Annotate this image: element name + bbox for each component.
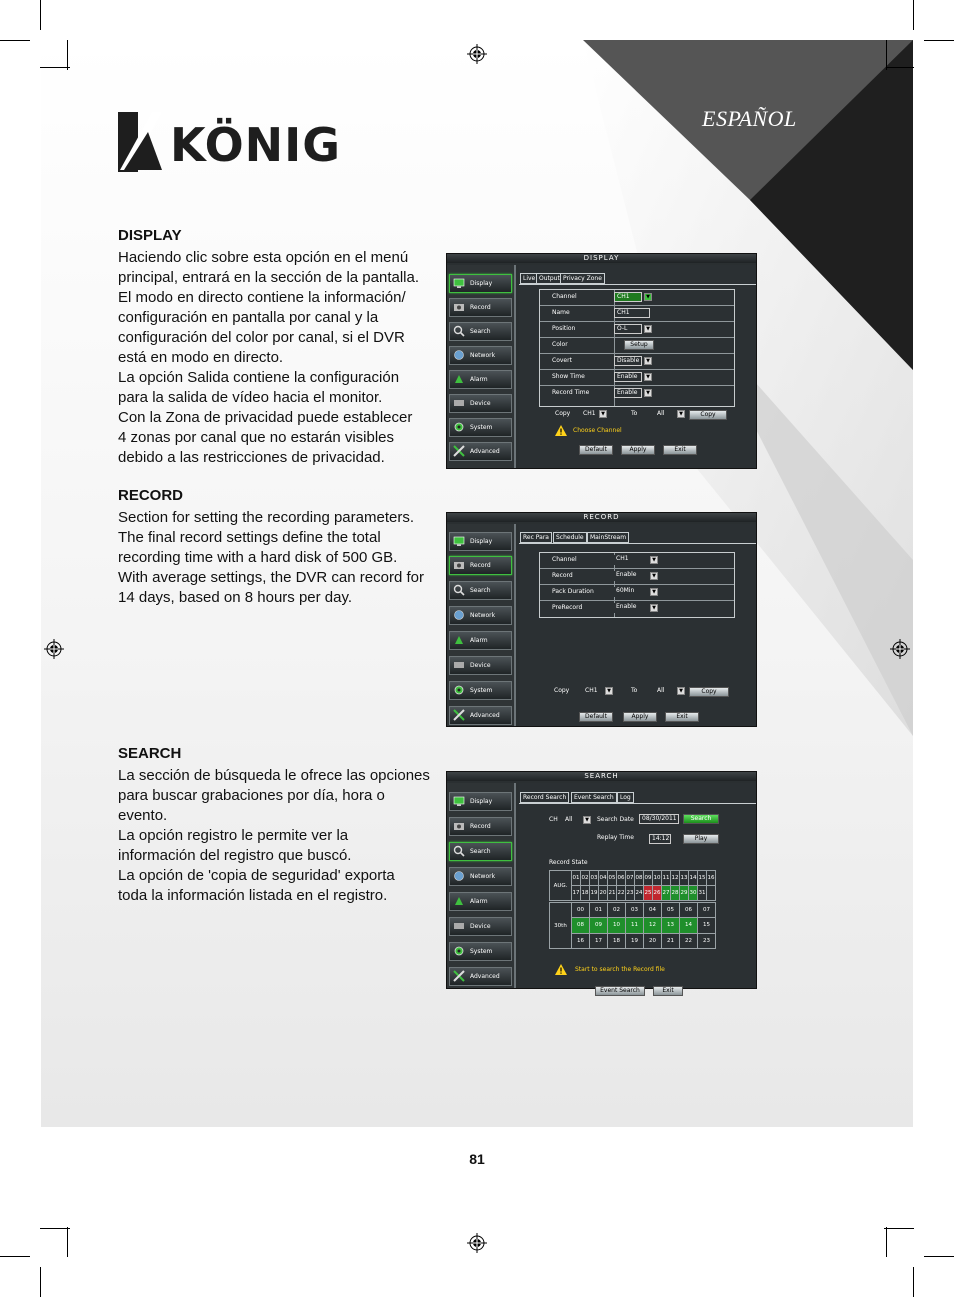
record-icon <box>453 559 465 571</box>
chevron-down-icon[interactable]: ▼ <box>650 604 658 612</box>
screen-title: DISPLAY <box>447 254 756 263</box>
hour-cell[interactable]: 03 <box>626 903 644 918</box>
hour-cell[interactable]: 07 <box>698 903 716 918</box>
apply-button[interactable]: Apply <box>621 445 655 455</box>
calendar-day-cell[interactable]: 14 <box>689 871 698 886</box>
default-button[interactable]: Default <box>579 712 613 722</box>
tab-live[interactable]: Live <box>520 273 538 284</box>
menu-label: Search <box>470 587 491 594</box>
menu-label: System <box>470 948 493 955</box>
text-line: debido a las restricciones de privacidad. <box>118 449 385 466</box>
crop-mark <box>924 40 954 41</box>
calendar-day-cell[interactable]: 23 <box>626 886 635 901</box>
menu-item-display[interactable] <box>449 274 512 293</box>
calendar-day-cell[interactable]: 21 <box>608 886 617 901</box>
menu-label: System <box>470 424 493 431</box>
monitor-icon <box>453 795 465 807</box>
crop-mark <box>924 1256 954 1257</box>
show-time-select[interactable]: Enable <box>614 372 642 382</box>
tab-output[interactable]: Output <box>536 273 563 284</box>
tab-event-search[interactable]: Event Search <box>571 792 617 803</box>
text-line: 14 days, based on 8 hours per day. <box>118 589 353 606</box>
calendar-day-cell[interactable]: 17 <box>572 886 581 901</box>
search-panel <box>519 783 756 994</box>
month-cell: AUG. <box>550 871 572 901</box>
hour-cell[interactable]: 02 <box>608 903 626 918</box>
alarm-icon <box>453 373 465 385</box>
color-setup-button[interactable]: Setup <box>624 340 654 350</box>
record-select[interactable]: Enable <box>614 571 642 581</box>
record-state-label: Record State <box>549 859 588 866</box>
menu-item-network[interactable] <box>449 867 512 886</box>
record-time-select[interactable]: Enable <box>614 388 642 398</box>
gear-icon <box>453 684 465 696</box>
menu-label: Alarm <box>470 898 488 905</box>
channel-value[interactable]: All <box>565 816 573 823</box>
text-line: La opción registro le permite ver la <box>118 827 349 844</box>
copy-to-value[interactable]: All <box>657 687 665 694</box>
menu-label: Advanced <box>470 973 500 980</box>
menu-label: Search <box>470 848 491 855</box>
setting-label: Position <box>552 325 576 332</box>
setting-label: Channel <box>552 556 577 563</box>
chevron-down-icon[interactable]: ▼ <box>605 687 613 695</box>
calendar-day-cell[interactable]: 10 <box>653 871 662 886</box>
exit-button[interactable]: Exit <box>663 445 697 455</box>
text-line: Con la Zona de privacidad puede establecer <box>118 409 413 426</box>
device-icon <box>453 920 465 932</box>
calendar-day-cell[interactable]: 01 <box>572 871 581 886</box>
gear-icon <box>453 945 465 957</box>
calendar-day-cell[interactable]: 03 <box>590 871 599 886</box>
tab-record-search[interactable]: Record Search <box>520 792 569 803</box>
setting-row <box>540 585 734 601</box>
menu-item-alarm[interactable] <box>449 370 512 389</box>
calendar-day-cell[interactable]: 19 <box>590 886 599 901</box>
chevron-down-icon[interactable]: ▼ <box>644 357 652 365</box>
exit-button[interactable]: Exit <box>665 712 699 722</box>
crop-mark <box>40 1228 70 1229</box>
calendar-day-cell[interactable]: 22 <box>617 886 626 901</box>
warning-message: Choose Channel <box>573 427 622 434</box>
text-line: Haciendo clic sobre esta opción en el menú <box>118 249 409 266</box>
hour-cell[interactable]: 22 <box>680 933 698 948</box>
registration-mark-icon <box>467 44 487 64</box>
hour-cell[interactable]: 10 <box>608 918 626 933</box>
hour-cell[interactable]: 11 <box>626 918 644 933</box>
chevron-down-icon[interactable]: ▼ <box>644 325 652 333</box>
text-line: La opción de 'copia de seguridad' exporta <box>118 867 395 884</box>
text-line: información del registro que buscó. <box>118 847 352 864</box>
page-number: 81 <box>469 1151 485 1167</box>
registration-mark-icon <box>467 1233 487 1253</box>
crop-mark <box>884 1228 914 1229</box>
setting-label: Color <box>552 341 568 348</box>
record-calendar <box>549 870 716 901</box>
default-button[interactable]: Default <box>579 445 613 455</box>
to-label: To <box>631 410 638 417</box>
hour-cell[interactable]: 20 <box>644 933 662 948</box>
text-line: La sección de búsqueda le ofrece las opciones <box>118 767 430 784</box>
setting-label: Show Time <box>552 373 585 380</box>
copy-label: Copy <box>554 687 570 694</box>
screen-title: SEARCH <box>447 772 756 781</box>
text-line: toda la información listada en el registro. <box>118 887 388 904</box>
calendar-day-cell[interactable]: 25 <box>644 886 653 901</box>
menu-item-search[interactable] <box>449 842 512 861</box>
calendar-day-cell[interactable]: 29 <box>680 886 689 901</box>
hour-cell[interactable]: 09 <box>590 918 608 933</box>
device-icon <box>453 397 465 409</box>
record-hours <box>549 902 716 949</box>
crop-mark <box>0 40 30 41</box>
play-button[interactable]: Play <box>683 834 719 844</box>
menu-label: Alarm <box>470 376 488 383</box>
calendar-day-cell[interactable]: 09 <box>644 871 653 886</box>
hour-cell[interactable]: 13 <box>662 918 680 933</box>
alarm-icon <box>453 634 465 646</box>
calendar-day-cell[interactable]: 30 <box>689 886 698 901</box>
calendar-day-cell[interactable]: 08 <box>635 871 644 886</box>
calendar-day-cell[interactable]: 15 <box>698 871 707 886</box>
menu-item-record[interactable] <box>449 298 512 317</box>
menu-label: Network <box>470 873 496 880</box>
channel-label: CH <box>549 816 558 823</box>
hour-cell[interactable]: 05 <box>662 903 680 918</box>
language-label: ESPAÑOL <box>702 106 797 131</box>
side-menu <box>447 783 516 988</box>
text-line: With average settings, the DVR can record for <box>118 569 424 586</box>
chevron-down-icon[interactable]: ▼ <box>650 572 658 580</box>
channel-select[interactable]: CH1 <box>614 292 642 302</box>
channel-select[interactable]: CH1 <box>614 555 642 565</box>
text-line: para la salida de vídeo hacia el monitor. <box>118 389 383 406</box>
menu-label: Device <box>470 662 491 669</box>
menu-label: Alarm <box>470 637 488 644</box>
calendar-day-cell[interactable]: 28 <box>671 886 680 901</box>
section-text-display <box>118 248 436 468</box>
crop-mark <box>40 67 70 68</box>
section-text-search <box>118 766 436 906</box>
crop-mark <box>67 1227 68 1257</box>
calendar-day-cell[interactable]: 16 <box>707 871 716 886</box>
menu-item-system[interactable] <box>449 681 512 700</box>
prerecord-select[interactable]: Enable <box>614 603 642 613</box>
text-line: está en modo en directo. <box>118 349 284 366</box>
search-date-label: Search Date <box>597 816 634 823</box>
menu-item-network[interactable] <box>449 346 512 365</box>
search-date-input[interactable]: 08/30/2011 <box>639 814 679 824</box>
warning-icon <box>555 425 567 436</box>
side-menu <box>447 265 516 468</box>
copy-label: Copy <box>555 410 571 417</box>
menu-label: Device <box>470 923 491 930</box>
copy-from-value[interactable]: CH1 <box>585 687 598 694</box>
menu-item-advanced[interactable] <box>449 967 512 986</box>
tab-privacy-zone[interactable]: Privacy Zone <box>560 273 605 284</box>
network-icon <box>453 609 465 621</box>
record-icon <box>453 301 465 313</box>
menu-item-search[interactable] <box>449 322 512 341</box>
hour-cell[interactable]: 04 <box>644 903 662 918</box>
setting-row <box>540 601 734 617</box>
apply-button[interactable]: Apply <box>623 712 657 722</box>
crop-mark <box>40 0 41 30</box>
hour-cell[interactable]: 19 <box>626 933 644 948</box>
search-screenshot <box>446 771 757 994</box>
search-button[interactable]: Search <box>683 814 719 824</box>
day-cell: 30th <box>550 903 572 949</box>
hour-cell[interactable]: 15 <box>698 918 716 933</box>
registration-mark-icon <box>890 639 910 659</box>
text-line: evento. <box>118 807 168 824</box>
menu-label: Display <box>470 798 493 805</box>
network-icon <box>453 349 465 361</box>
section-heading-display: DISPLAY <box>118 227 182 244</box>
menu-item-device[interactable] <box>449 656 512 675</box>
menu-item-display[interactable] <box>449 532 512 551</box>
menu-label: Record <box>470 562 491 569</box>
calendar-day-cell[interactable]: 06 <box>617 871 626 886</box>
tab-schedule[interactable]: Schedule <box>553 532 587 543</box>
calendar-day-cell[interactable]: 02 <box>581 871 590 886</box>
copy-button[interactable]: Copy <box>689 410 727 420</box>
setting-row <box>540 354 734 370</box>
tab-divider <box>519 284 756 285</box>
menu-item-advanced[interactable] <box>449 442 512 461</box>
setting-row <box>540 338 734 354</box>
text-line: Section for setting the recording parameters. <box>118 509 414 526</box>
crop-mark <box>40 1267 41 1297</box>
warning-icon <box>555 964 567 975</box>
replay-time-input[interactable]: 14:12 <box>649 834 671 844</box>
text-line: para buscar grabaciones por día, hora o <box>118 787 385 804</box>
menu-item-device[interactable] <box>449 394 512 413</box>
setting-label: Name <box>552 309 570 316</box>
calendar-day-cell[interactable]: 18 <box>581 886 590 901</box>
chevron-down-icon[interactable]: ▼ <box>644 389 652 397</box>
calendar-day-cell[interactable]: 20 <box>599 886 608 901</box>
setting-label: Record Time <box>552 389 590 396</box>
hour-cell[interactable]: 12 <box>644 918 662 933</box>
tools-icon <box>453 709 465 721</box>
monitor-icon <box>453 277 465 289</box>
menu-label: Device <box>470 400 491 407</box>
hour-cell[interactable]: 06 <box>680 903 698 918</box>
chevron-down-icon[interactable]: ▼ <box>644 293 652 301</box>
side-menu <box>447 524 516 726</box>
search-icon <box>453 325 465 337</box>
tools-icon <box>453 445 465 457</box>
konig-logo <box>118 112 343 172</box>
section-heading-search: SEARCH <box>118 745 182 762</box>
text-line: The final record settings define the total <box>118 529 381 546</box>
setting-row <box>540 386 734 402</box>
menu-item-search[interactable] <box>449 581 512 600</box>
text-line: configuración del color por canal, si el DVR <box>118 329 405 346</box>
calendar-day-cell[interactable]: 31 <box>698 886 707 901</box>
hour-cell[interactable]: 01 <box>590 903 608 918</box>
text-line: principal, entrará en la sección de la pantalla. <box>118 269 420 286</box>
menu-label: Search <box>470 328 491 335</box>
chevron-down-icon[interactable]: ▼ <box>583 816 591 824</box>
menu-item-device[interactable] <box>449 917 512 936</box>
to-label: To <box>631 687 638 694</box>
menu-label: Network <box>470 352 496 359</box>
calendar-day-cell[interactable]: 04 <box>599 871 608 886</box>
setting-label: Channel <box>552 293 577 300</box>
text-line: 4 zonas por canal que no estarán visibles <box>118 429 395 446</box>
chevron-down-icon[interactable]: ▼ <box>599 410 607 418</box>
screen-title: RECORD <box>447 513 756 522</box>
search-icon <box>453 584 465 596</box>
menu-item-alarm[interactable] <box>449 631 512 650</box>
exit-button[interactable]: Exit <box>653 986 683 996</box>
setting-row <box>540 553 734 569</box>
calendar-day-cell[interactable]: 12 <box>671 871 680 886</box>
menu-label: Record <box>470 304 491 311</box>
setting-row <box>540 306 734 322</box>
menu-label: Network <box>470 612 496 619</box>
name-input[interactable]: CH1 <box>614 308 650 318</box>
setting-label: PreRecord <box>552 604 583 611</box>
record-icon <box>453 820 465 832</box>
hour-cell[interactable]: 08 <box>572 918 590 933</box>
crop-mark <box>886 67 914 68</box>
record-panel <box>519 524 756 726</box>
crop-mark <box>913 1267 914 1297</box>
chevron-down-icon[interactable]: ▼ <box>650 556 658 564</box>
setting-row <box>540 569 734 585</box>
crop-mark <box>886 40 887 70</box>
gear-icon <box>453 421 465 433</box>
section-heading-record: RECORD <box>118 487 184 504</box>
menu-label: System <box>470 687 493 694</box>
calendar-day-cell[interactable]: 11 <box>662 871 671 886</box>
covert-select[interactable]: Disable <box>614 356 642 366</box>
menu-label: Display <box>470 538 493 545</box>
search-icon <box>453 845 465 857</box>
calendar-day-cell[interactable]: 07 <box>626 871 635 886</box>
chevron-down-icon[interactable]: ▼ <box>650 588 658 596</box>
calendar-day-cell[interactable]: 26 <box>653 886 662 901</box>
hour-cell[interactable]: 17 <box>590 933 608 948</box>
copy-button[interactable]: Copy <box>689 687 729 697</box>
setting-label: Record <box>552 572 573 579</box>
copy-from-value[interactable]: CH1 <box>583 410 596 417</box>
chevron-down-icon[interactable]: ▼ <box>677 410 685 418</box>
hour-cell[interactable]: 16 <box>572 933 590 948</box>
hour-cell[interactable]: 21 <box>662 933 680 948</box>
event-search-button[interactable]: Event Search <box>595 986 645 996</box>
brand-wordmark: KÖNIG <box>170 118 342 172</box>
menu-label: Record <box>470 823 491 830</box>
device-icon <box>453 659 465 671</box>
settings-grid <box>539 552 735 618</box>
text-line: configuración en pantalla por canal y la <box>118 309 379 326</box>
hour-cell[interactable]: 23 <box>698 933 716 948</box>
hour-cell[interactable]: 18 <box>608 933 626 948</box>
calendar-day-cell[interactable]: 27 <box>662 886 671 901</box>
pack-duration-select[interactable]: 60Min <box>614 587 642 597</box>
copy-to-value[interactable]: All <box>657 410 665 417</box>
setting-label: Pack Duration <box>552 588 594 595</box>
chevron-down-icon[interactable]: ▼ <box>644 373 652 381</box>
registration-mark-icon <box>44 639 64 659</box>
chevron-down-icon[interactable]: ▼ <box>677 687 685 695</box>
display-panel <box>519 265 756 468</box>
section-text-record <box>118 508 436 608</box>
calendar-day-cell[interactable] <box>707 886 716 901</box>
setting-row <box>540 370 734 386</box>
menu-item-record[interactable] <box>449 817 512 836</box>
menu-item-display[interactable] <box>449 792 512 811</box>
display-screenshot <box>446 253 757 469</box>
calendar-day-cell[interactable]: 05 <box>608 871 617 886</box>
menu-label: Display <box>470 280 493 287</box>
crop-mark <box>913 0 914 30</box>
setting-row <box>540 290 734 306</box>
hour-cell[interactable]: 14 <box>680 918 698 933</box>
crop-mark <box>67 40 68 70</box>
crop-mark <box>0 1256 30 1257</box>
menu-item-system[interactable] <box>449 418 512 437</box>
setting-row <box>540 322 734 338</box>
position-select[interactable]: O-L <box>614 324 642 334</box>
setting-label: Covert <box>552 357 572 364</box>
tab-divider <box>519 543 756 544</box>
calendar-day-cell[interactable]: 24 <box>635 886 644 901</box>
calendar-day-cell[interactable]: 13 <box>680 871 689 886</box>
hour-cell[interactable]: 00 <box>572 903 590 918</box>
menu-item-network[interactable] <box>449 606 512 625</box>
tab-mainstream[interactable]: MainStream <box>587 532 629 543</box>
crop-mark <box>886 1227 887 1257</box>
menu-item-record[interactable] <box>449 556 512 575</box>
menu-label: Advanced <box>470 448 500 455</box>
replay-time-label: Replay Time <box>597 834 634 841</box>
tools-icon <box>453 970 465 982</box>
tab-rec-para[interactable]: Rec Para <box>520 532 552 543</box>
monitor-icon <box>453 535 465 547</box>
network-icon <box>453 870 465 882</box>
text-line: El modo en directo contiene la información/ <box>118 289 406 306</box>
warning-message: Start to search the Record file <box>575 966 665 973</box>
menu-label: Advanced <box>470 712 500 719</box>
text-line: La opción Salida contiene la configuración <box>118 369 400 386</box>
record-screenshot <box>446 512 757 727</box>
text-line: recording time with a hard disk of 500 GB. <box>118 549 398 566</box>
settings-grid <box>539 289 735 407</box>
tab-divider <box>519 803 756 804</box>
tab-log[interactable]: Log <box>617 792 634 803</box>
menu-item-system[interactable] <box>449 942 512 961</box>
menu-item-alarm[interactable] <box>449 892 512 911</box>
menu-item-advanced[interactable] <box>449 706 512 725</box>
alarm-icon <box>453 895 465 907</box>
